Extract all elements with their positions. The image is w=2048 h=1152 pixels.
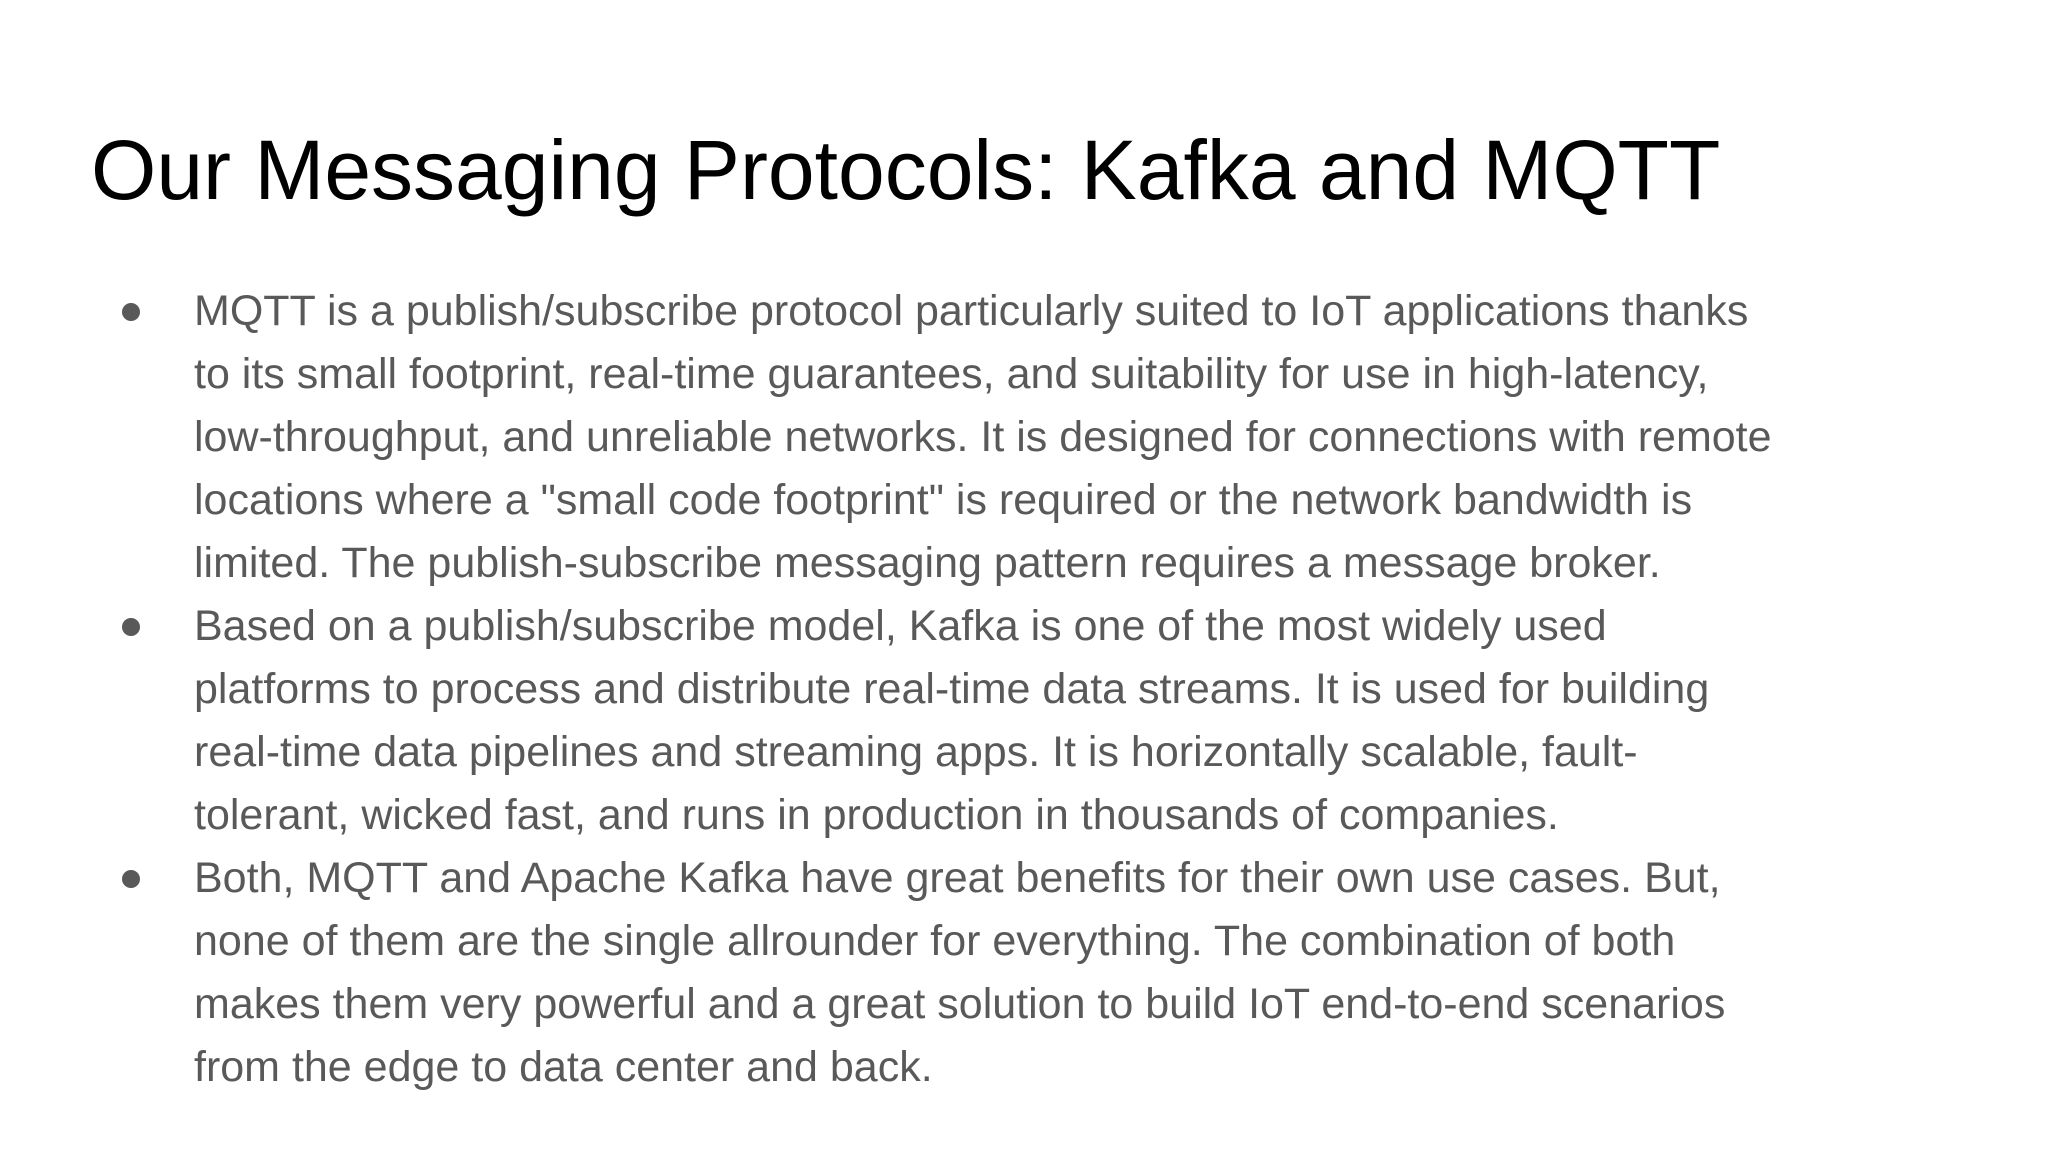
slide-title: Our Messaging Protocols: Kafka and MQTT bbox=[91, 123, 1721, 217]
bullet-text: MQTT is a publish/subscribe protocol particularly suited to IoT applications thanks to its small footprint, real-time guarantees, and suitability for use in high-latency, low-throughput, and unreliable networks. It is designed for connections with remote locations where a "small code footprint" is required or the network bandwidth is limited. The publish-subscribe messaging pattern requires a message broker. bbox=[194, 287, 1772, 587]
bullet-text: Based on a publish/subscribe model, Kafka is one of the most widely used platforms to process and distribute real-time data streams. It is used for building real-time data pipelines and streaming apps. It is horizontally scalable, fault-tolerant, wicked fast, and runs in production in thousands of companies. bbox=[194, 602, 1710, 839]
bullet-text: Both, MQTT and Apache Kafka have great benefits for their own use cases. But, none of them are the single allrounder for everything. The combination of both makes them very powerful and a great solution to build IoT end-to-end scenarios from the edge to data center and back. bbox=[194, 854, 1726, 1091]
bullet-item-mqtt bbox=[0, 280, 1790, 595]
bullet-item-combination bbox=[0, 847, 1790, 1099]
bullet-list bbox=[0, 280, 2048, 1099]
bullet-dot-icon bbox=[122, 618, 140, 636]
bullet-dot-icon bbox=[122, 303, 140, 321]
bullet-dot-icon bbox=[122, 870, 140, 888]
bullet-item-kafka bbox=[0, 595, 1790, 847]
